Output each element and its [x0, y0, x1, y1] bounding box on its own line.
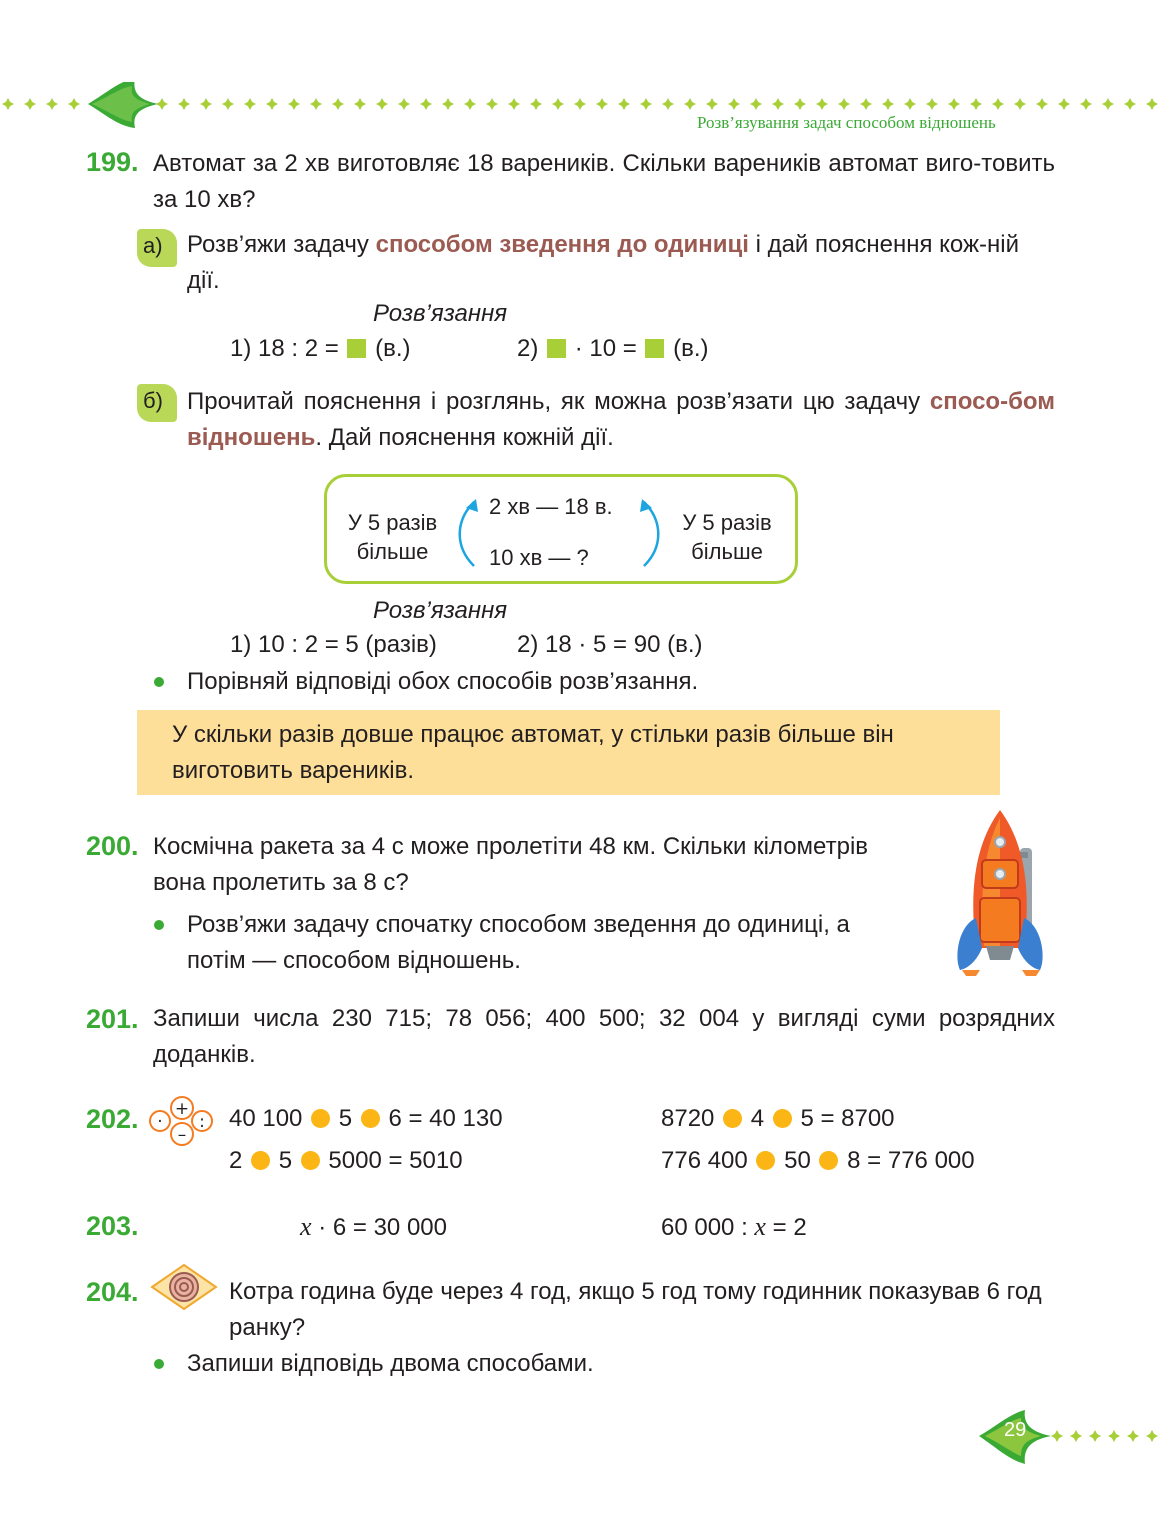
equation-202-3: 2 5 5000 = 5010	[229, 1147, 463, 1174]
star-ornament	[420, 98, 432, 110]
star-ornament	[816, 98, 828, 110]
bullet	[154, 1359, 164, 1369]
star-ornament	[1089, 1430, 1101, 1442]
star-ornament	[1108, 1430, 1120, 1442]
blank-tile	[547, 339, 566, 358]
exercise-200-text: Космічна ракета за 4 с може пролетіти 48 км. Скільки кілометрів вона пролетить за 8 с?	[153, 833, 869, 896]
solution-title-a: Розв’язання	[373, 300, 508, 327]
subtask-a-text: Розв’яжи задачу способом зведення до одиниці і дай пояснення кож-ній дії.	[187, 231, 1019, 294]
equation-202-1: 40 100 5 6 = 40 130	[229, 1105, 503, 1132]
scheme-row-2: 10 хв — ?	[489, 545, 589, 570]
method-unit-emphasis: способом зведення до одиниці	[375, 231, 749, 258]
exercise-number-201: 201.	[86, 1004, 139, 1034]
star-ornament	[618, 98, 630, 110]
star-ornament	[992, 98, 1004, 110]
star-ornament	[1146, 98, 1158, 110]
star-ornament	[948, 98, 960, 110]
star-ornament	[970, 98, 982, 110]
star-ornament	[222, 98, 234, 110]
star-ornament	[530, 98, 542, 110]
exercise-200-task: Розв’яжи задачу спочатку способом зведення до одиниці, а потім — способом відношень.	[187, 911, 850, 974]
labyrinth-icon	[150, 1263, 218, 1311]
page-number: 29	[1004, 1419, 1027, 1441]
exercise-number-202: 202.	[86, 1104, 139, 1134]
star-ornament	[244, 98, 256, 110]
solution-a-step1: 1) 18 : 2 = (в.)	[230, 335, 411, 362]
star-ornament	[1102, 98, 1114, 110]
star-ornament	[266, 98, 278, 110]
star-ornament	[24, 98, 36, 110]
star-ornament	[178, 98, 190, 110]
star-ornament	[1058, 98, 1070, 110]
star-ornament	[750, 98, 762, 110]
star-ornament	[1036, 98, 1048, 110]
exercise-number-199: 199.	[86, 147, 139, 177]
subtask-b-tag: б)	[137, 384, 177, 422]
solution-b-step1: 1) 10 : 2 = 5 (разів)	[230, 631, 437, 658]
blank-tile	[347, 339, 366, 358]
equation-203-2: 60 000 : x = 2	[661, 1212, 807, 1241]
star-ornament	[728, 98, 740, 110]
star-ornament	[926, 98, 938, 110]
star-ornament	[332, 98, 344, 110]
star-ornament	[794, 98, 806, 110]
exercise-204-task: Запиши відповідь двома способами.	[187, 1350, 594, 1377]
star-ornament	[640, 98, 652, 110]
star-ornament	[1080, 98, 1092, 110]
star-ornament	[442, 98, 454, 110]
arrow-up-icon	[636, 496, 666, 572]
section-title: Розв’язування задач способом відношень	[697, 113, 996, 132]
scheme-row-1: 2 хв — 18 в.	[489, 494, 613, 519]
star-ornament	[398, 98, 410, 110]
star-ornament	[486, 98, 498, 110]
solution-a-step2: 2) · 10 = (в.)	[517, 335, 709, 362]
rule-text: У скільки разів довше працює автомат, у стільки разів більше він виготовить вареників.	[172, 721, 894, 784]
method-ratio-emphasis: спосо-бом відношень	[187, 388, 1055, 451]
star-ornament	[772, 98, 784, 110]
exercise-199-text: Автомат за 2 хв виготовляє 18 вареників. Скільки вареників автомат виго-товить за 10 хв?	[153, 150, 1055, 213]
star-ornament	[882, 98, 894, 110]
scheme-right-label: У 5 разів більше	[682, 510, 772, 564]
star-ornament	[552, 98, 564, 110]
svg-text:+: +	[174, 1099, 190, 1119]
equation-202-2: 8720 4 5 = 8700	[661, 1105, 895, 1132]
solution-title-b: Розв’язання	[373, 597, 508, 624]
star-ornament	[662, 98, 674, 110]
solution-b-step2: 2) 18 · 5 = 90 (в.)	[517, 631, 703, 658]
star-ornament	[68, 98, 80, 110]
exercise-204-text: Котра година буде через 4 год, якщо 5 год тому годинник показував 6 год ранку?	[229, 1278, 1042, 1341]
star-ornament	[310, 98, 322, 110]
subtask-b-text: Прочитай пояснення і розглянь, як можна розв’язати цю задачу спосо-бом відношень. Дай пояснення кожній дії.	[187, 388, 1055, 451]
bullet	[154, 920, 164, 930]
operations-icon	[146, 1096, 216, 1146]
exercise-number-200: 200.	[86, 831, 139, 861]
exercise-201-text: Запиши числа 230 715; 78 056; 400 500; 32 004 у вигляді суми розрядних доданків.	[153, 1005, 1055, 1068]
star-ornament	[1051, 1430, 1063, 1442]
star-ornament	[200, 98, 212, 110]
star-ornament	[354, 98, 366, 110]
star-ornament	[574, 98, 586, 110]
star-ornament	[376, 98, 388, 110]
star-ornament	[288, 98, 300, 110]
star-ornament	[904, 98, 916, 110]
star-ornament	[2, 98, 14, 110]
arrow-down-icon	[452, 496, 482, 572]
star-ornament	[684, 98, 696, 110]
scheme-left-label: У 5 разів більше	[347, 510, 438, 564]
equation-203-1: x · 6 = 30 000	[300, 1212, 447, 1241]
blank-tile	[645, 339, 664, 358]
svg-text:·: ·	[157, 1112, 163, 1132]
star-ornament	[1127, 1430, 1139, 1442]
star-ornament	[596, 98, 608, 110]
star-ornament	[1014, 98, 1026, 110]
star-ornament	[838, 98, 850, 110]
star-ornament	[1124, 98, 1136, 110]
equation-202-4: 776 400 50 8 = 776 000	[661, 1147, 975, 1174]
rocket-illustration	[950, 808, 1054, 976]
exercise-number-203: 203.	[86, 1211, 139, 1241]
star-ornament	[860, 98, 872, 110]
star-ornament	[46, 98, 58, 110]
exercise-number-204: 204.	[86, 1277, 139, 1307]
svg-text::: :	[199, 1112, 205, 1132]
star-ornament	[464, 98, 476, 110]
star-ornament	[706, 98, 718, 110]
bullet	[154, 677, 164, 687]
header-leaf-icon	[88, 82, 158, 128]
svg-text:–: –	[177, 1125, 187, 1145]
star-ornament	[1146, 1430, 1158, 1442]
subtask-a-tag: а)	[137, 229, 177, 267]
star-ornament	[508, 98, 520, 110]
star-ornament	[1070, 1430, 1082, 1442]
compare-task: Порівняй відповіді обох способів розв’язання.	[187, 668, 699, 695]
